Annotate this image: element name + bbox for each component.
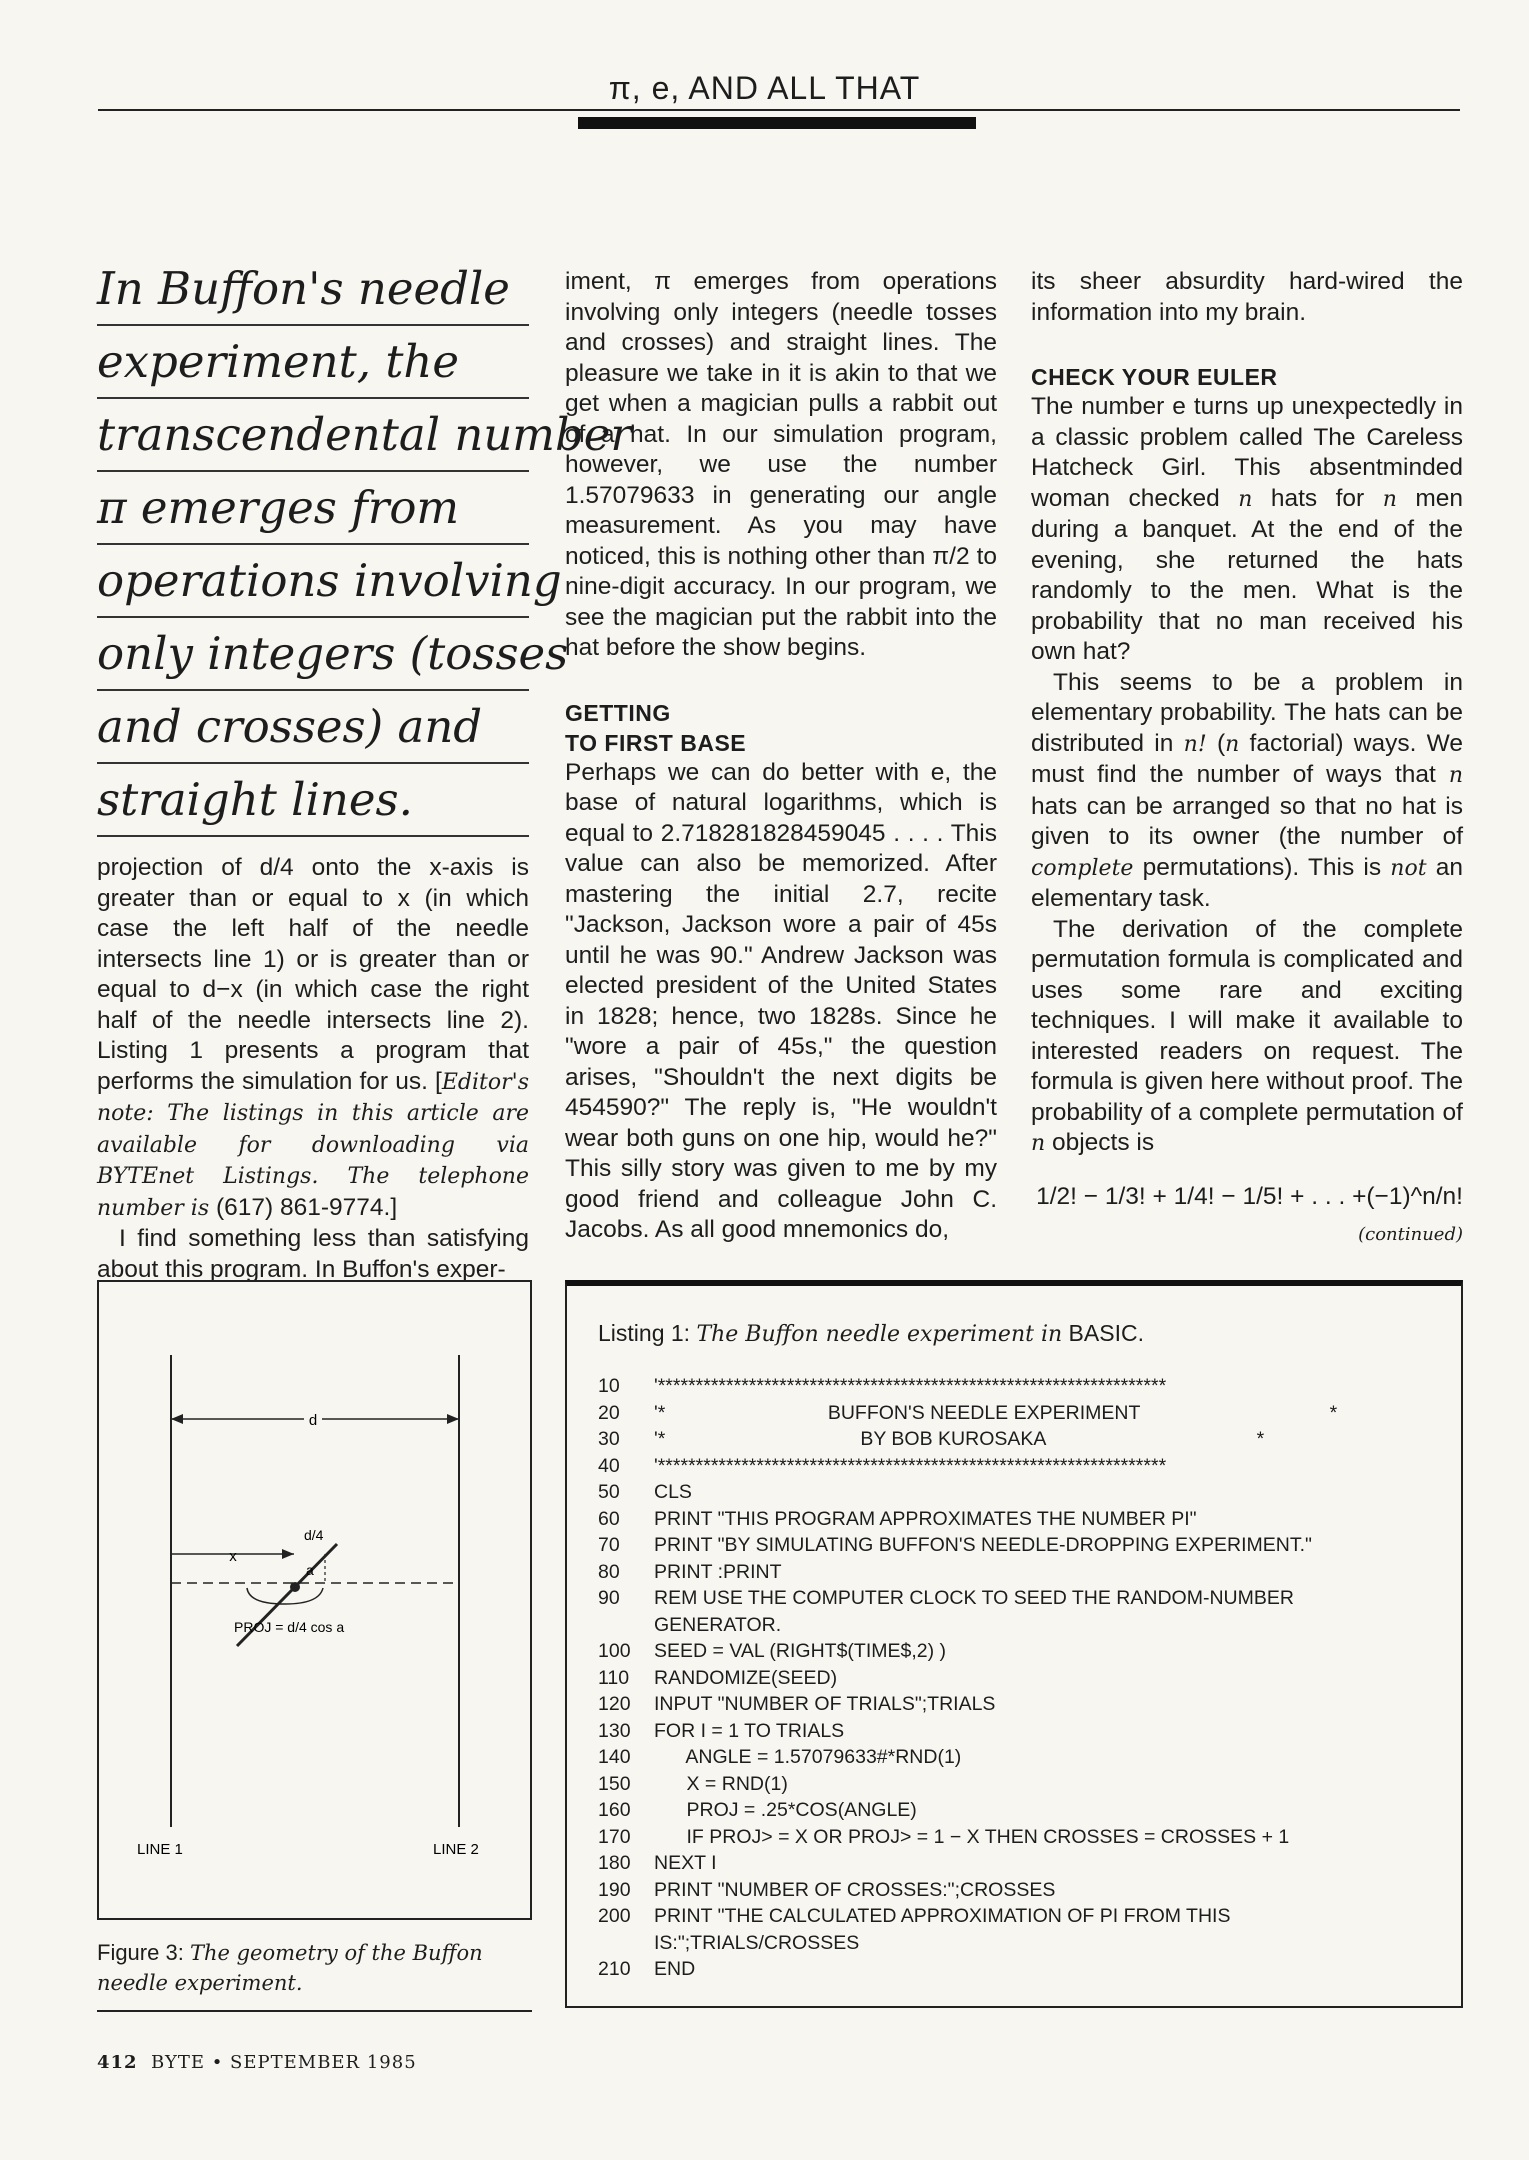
pull-quote-line: operations involving: [97, 545, 529, 618]
needle-center-dot: [290, 1582, 300, 1592]
page-footer: [97, 2052, 417, 2073]
line-number: 200: [598, 1905, 631, 1927]
paragraph: [1031, 668, 1463, 915]
line-number: 180: [598, 1852, 631, 1874]
code-line: [598, 1877, 1438, 1904]
code-text: IS:";TRIALS/CROSSES: [654, 1931, 860, 1954]
code-text: INPUT "NUMBER OF TRIALS";TRIALS: [654, 1693, 996, 1715]
text: The number e turns up unexpectedly in a classic problem called The Careless Hatcheck Girl. This absentminded woman checked: [1031, 393, 1463, 512]
page-number: 412: [97, 2052, 138, 2073]
label-d4: d/4: [304, 1527, 324, 1543]
code-line: [598, 1691, 1438, 1718]
section-heading: [565, 698, 997, 758]
listing-title-lang: BASIC.: [1068, 1320, 1144, 1346]
code-line: [598, 1559, 1438, 1586]
line-number: 70: [598, 1534, 620, 1556]
text: factorial) ways. We must find the number of ways that: [1031, 729, 1463, 788]
text: objects is: [1045, 1129, 1155, 1156]
code-line: [598, 1956, 1438, 1983]
italic-word: complete: [1031, 855, 1134, 881]
editor-note: Editor's note: The listings in this article are available for downloading via BYTEnet Listings. The telephone number is: [97, 1069, 529, 1221]
label-projection: PROJ = d/4 cos a: [234, 1619, 345, 1635]
code-text: END: [654, 1958, 696, 1980]
line-number: [598, 1930, 654, 1957]
code-text: NEXT I: [654, 1852, 717, 1874]
arrow-right-icon: [447, 1414, 459, 1424]
code-line: [598, 1373, 1438, 1400]
text: men during a banquet. At the end of the evening, she returned the hats randomly to the men. What is the probability that no man received his own hat?: [1031, 484, 1463, 665]
code-line: [598, 1718, 1438, 1745]
code-text: PRINT "THE CALCULATED APPROXIMATION OF PI FROM THIS: [654, 1905, 1231, 1927]
code-line: [598, 1771, 1438, 1798]
text: permutations). This is: [1133, 853, 1391, 881]
italic-var: n: [1225, 731, 1240, 757]
text: The derivation of the complete permutation formula is complicated and uses some rare and exciting techniques. I will make it available to interested readers on request. The formula is given here without proof. The probability of a complete permutation of: [1031, 915, 1463, 1126]
code-line: [598, 1453, 1438, 1480]
continued-label: (continued): [1358, 1224, 1463, 1245]
paragraph: [1031, 915, 1463, 1160]
line-number: 60: [598, 1507, 620, 1530]
paragraph: I find something less than satisfying about this program. In Buffon's exper-: [97, 1225, 529, 1283]
phone-number: (617) 861-9774.: [215, 1193, 391, 1221]
code-line: [598, 1532, 1438, 1559]
caption-text: The geometry of the Buffon needle experiment.: [97, 1941, 483, 1995]
line-number: 130: [598, 1719, 631, 1742]
code-text: PRINT "THIS PROGRAM APPROXIMATES THE NUMBER PI": [654, 1507, 1197, 1530]
page-header-title: π, e, AND ALL THAT: [608, 70, 921, 106]
label-d: d: [308, 1412, 318, 1429]
probability-formula: 1/2! − 1/3! + 1/4! − 1/5! + . . . +(−1)^n/n!: [1036, 1182, 1463, 1210]
code-line: [598, 1665, 1438, 1692]
line-number: 20: [598, 1401, 620, 1424]
text: projection of d/4 onto the x-axis is greater than or equal to x (in which case the left half of the needle intersects line 1) or is greater than or equal to d−x (in which case the right half of the needle intersects line 2). Listing 1 presents a program that performs the simulation for us. [: [97, 854, 529, 1095]
code-line: [598, 1400, 1438, 1427]
line-number: 40: [598, 1454, 620, 1477]
column-1: [97, 853, 529, 1285]
code-line: [598, 1479, 1438, 1506]
text: hats for: [1252, 484, 1383, 512]
line-number: 90: [598, 1587, 620, 1609]
label-line-2: LINE 2: [433, 1841, 479, 1858]
line-number: 190: [598, 1878, 631, 1901]
italic-var: n: [1238, 486, 1253, 512]
line-number: 150: [598, 1772, 631, 1795]
code-text: '*******************************************************************: [654, 1454, 1167, 1477]
header-rule: [98, 109, 1460, 111]
code-line: [598, 1930, 1438, 1957]
code-line: [598, 1585, 1438, 1612]
header-bar: [578, 117, 976, 129]
code-line: [598, 1612, 1438, 1639]
code-text: IF PROJ> = X OR PROJ> = 1 − X THEN CROSSES = CROSSES + 1: [654, 1825, 1290, 1848]
line-number: [598, 1612, 654, 1639]
text: an elementary task.: [1031, 853, 1463, 912]
line-number: 100: [598, 1640, 631, 1662]
needle-geometry-diagram: [99, 1282, 530, 1918]
line-number: 120: [598, 1693, 631, 1715]
arrow-left-icon: [171, 1414, 183, 1424]
line-number: 30: [598, 1428, 620, 1450]
line-number: 170: [598, 1825, 631, 1848]
code-line: [598, 1506, 1438, 1533]
text: ]: [390, 1193, 398, 1221]
code-line: [598, 1797, 1438, 1824]
italic-var: n: [1031, 1131, 1046, 1156]
line-number: 80: [598, 1560, 620, 1583]
column-2: [565, 267, 997, 1246]
figure-caption: [97, 1938, 517, 1998]
line-number: 160: [598, 1799, 631, 1821]
section-heading: CHECK YOUR EULER: [1031, 364, 1278, 390]
italic-word: not: [1390, 855, 1427, 881]
section-heading-line: TO FIRST BASE: [565, 729, 747, 756]
text: This seems to be a problem in elementary probability. The hats can be distributed in: [1031, 668, 1463, 757]
code-text: GENERATOR.: [654, 1613, 782, 1636]
caption-prefix: Figure 3:: [97, 1940, 184, 1965]
line-number: 50: [598, 1481, 620, 1503]
pull-quote-line: experiment, the: [97, 326, 529, 399]
code-text: CLS: [654, 1481, 692, 1503]
paragraph: [97, 853, 529, 1224]
line-number: 140: [598, 1746, 631, 1768]
text: hats can be arranged so that no hat is given to its owner (the number of: [1031, 792, 1463, 850]
section-heading-line: GETTING: [565, 699, 671, 726]
label-angle: a: [306, 1562, 314, 1578]
listing-title: [598, 1320, 1144, 1347]
code-text: X = RND(1): [654, 1772, 788, 1795]
italic-var: n: [1382, 486, 1397, 512]
listing-title-text: The Buffon needle experiment in: [696, 1322, 1063, 1347]
code-text: PROJ = .25*COS(ANGLE): [654, 1799, 917, 1821]
code-text: PRINT "NUMBER OF CROSSES:";CROSSES: [654, 1878, 1056, 1901]
code-line: [598, 1850, 1438, 1877]
code-line: [598, 1638, 1438, 1665]
paragraph: its sheer absurdity hard-wired the information into my brain.: [1031, 268, 1463, 326]
code-text: RANDOMIZE(SEED): [654, 1666, 838, 1689]
pull-quote-line: straight lines.: [97, 764, 529, 837]
label-line-1: LINE 1: [137, 1841, 183, 1858]
code-text: '* BY BOB KUROSAKA *: [654, 1428, 1265, 1450]
pull-quote-line: and crosses) and: [97, 691, 529, 764]
code-text: '* BUFFON'S NEEDLE EXPERIMENT *: [654, 1401, 1338, 1424]
code-text: '*******************************************************************: [654, 1375, 1167, 1397]
code-text: PRINT :PRINT: [654, 1560, 782, 1583]
code-line: [598, 1426, 1438, 1453]
code-line: [598, 1744, 1438, 1771]
pull-quote-line: In Buffon's needle: [97, 253, 529, 326]
code-line: [598, 1903, 1438, 1930]
column-3: [1031, 267, 1463, 1251]
code-text: ANGLE = 1.57079633#*RND(1): [654, 1746, 962, 1768]
code-text: SEED = VAL (RIGHT$(TIME$,2) ): [654, 1640, 947, 1662]
magazine-issue: BYTE • SEPTEMBER 1985: [151, 2052, 417, 2073]
listing-title-prefix: Listing 1:: [598, 1320, 691, 1346]
figure-3: [97, 1280, 532, 1920]
line-number: 110: [598, 1666, 630, 1689]
code-text: PRINT "BY SIMULATING BUFFON'S NEEDLE-DROPPING EXPERIMENT.": [654, 1534, 1312, 1556]
label-x: x: [229, 1548, 237, 1565]
line-number: 210: [598, 1958, 631, 1980]
pull-quote-line: π emerges from: [97, 472, 529, 545]
paragraph: [1031, 392, 1463, 668]
line-number: 10: [598, 1375, 620, 1397]
italic-var: n: [1448, 763, 1463, 788]
code-text: FOR I = 1 TO TRIALS: [654, 1719, 845, 1742]
text: (: [1206, 729, 1226, 757]
code-text: REM USE THE COMPUTER CLOCK TO SEED THE RANDOM-NUMBER: [654, 1587, 1294, 1609]
pull-quote-line: transcendental number: [97, 399, 529, 472]
pull-quote-line: only integers (tosses: [97, 618, 529, 691]
paragraph: iment, π emerges from operations involving only integers (needle tosses and crosses) and straight lines. The pleasure we take in it is akin to that we get when a magician pulls a rabbit out of a hat. In our simulation program, however, we use the number 1.57079633 in generating our angle measurement. As you may have noticed, this is nothing other than π/2 to nine-digit accuracy. In our program, we see the magician put the rabbit into the hat before the show begins.: [565, 268, 997, 661]
figure-rule: [97, 2010, 532, 2012]
arrow-right-icon: [282, 1549, 294, 1559]
code-line: [598, 1824, 1438, 1851]
paragraph: Perhaps we can do better with e, the base of natural logarithms, which is equal to 2.718281828459045 . . . . This value can also be memorized. After mastering the initial 2.7, recite "Jackson, Jackson wore a pair of 45s until he was 90." Andrew Jackson was elected president of the United States in 1828; hence, two 1828s. Since he "wore a pair of 45s," the question arises, "Shouldn't the next digits be 454590?" The reply is, "He wouldn't wear both guns on one hip, would he?" This silly story was given to me by my good friend and colleague John C. Jacobs. As all good mnemonics do,: [565, 758, 997, 1243]
code-listing: [598, 1373, 1438, 1983]
italic-var: n!: [1183, 731, 1207, 757]
